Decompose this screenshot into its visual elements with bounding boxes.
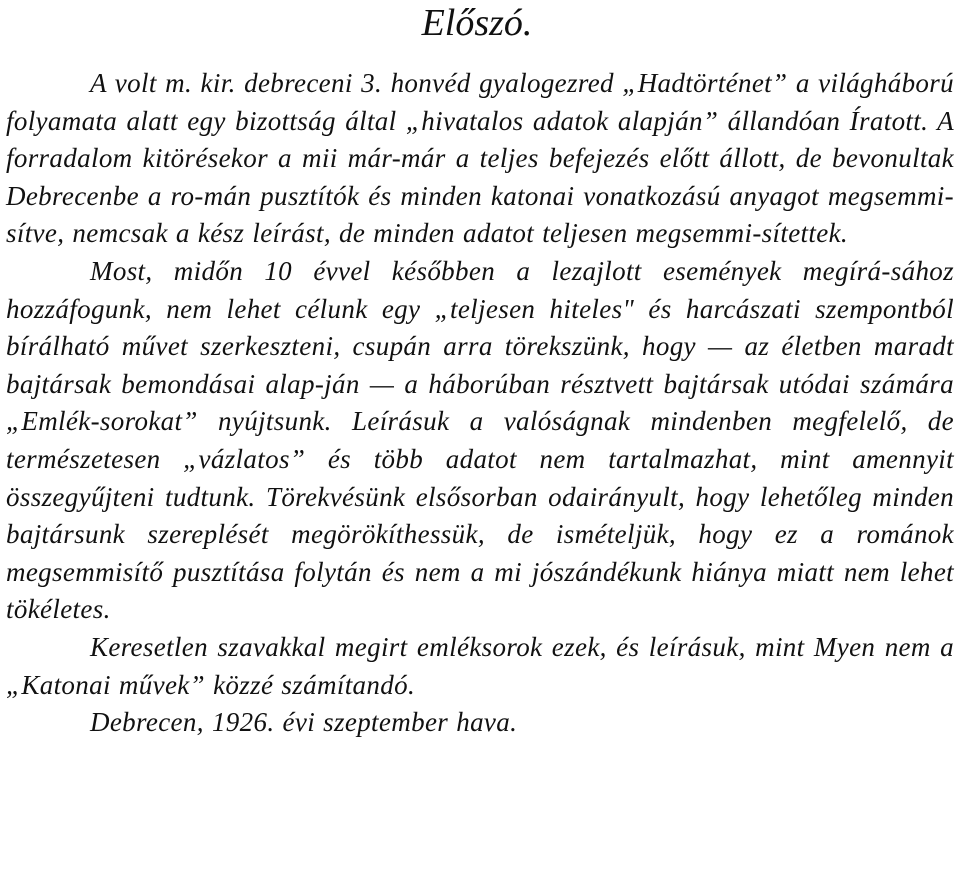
date-signature: Debrecen, 1926. évi szeptember hava. <box>90 707 518 738</box>
document-title: Előszó. <box>421 2 533 44</box>
paragraph-3: Keresetlen szavakkal megirt emléksorok ezek, és leírásuk, mint Myen nem a „Katonai művek” közzé számítandó. <box>6 631 954 700</box>
document-page <box>6 0 954 742</box>
paragraph-2: Most, midőn 10 évvel későbben a lezajlott események megírá-sához hozzáfogunk, nem lehet célunk egy „teljesen hiteles" és harcászati szempontból bírálható művet szerkeszteni, csupán arra törekszünk, hogy — az életben maradt bajtársak bemondásai alap-ján — a háborúban résztvett bajtársak utódai számára „Emlék-sorokat” nyújtsunk. Leírásuk a valóságnak mindenben megfelelő, de természetesen „vázlatos” és több adatot nem tartalmazhat, mint amennyit összegyűjteni tudtunk. Törekvésünk elsősorban odairányult, hogy lehetőleg minden bajtársunk szereplését megörökíthessük, de ismételjük, hogy ez a románok megsemmisítő pusztítása folytán és nem a mi jószándékunk hiánya miatt nem lehet tökéletes. <box>6 255 954 625</box>
paragraph-1: A volt m. kir. debreceni 3. honvéd gyalogezred „Hadtörténet” a világháború folyamata alatt egy bizottság által „hivatalos adatok alapján” állandóan Íratott. A forradalom kitörésekor a mii már-már a teljes befejezés előtt állott, de bevonultak Debrecenbe a ro-mán pusztítók és minden katonai vonatkozású anyagot megsemmi-sítve, nemcsak a kész leírást, de minden adatot teljesen megsemmi-sítettek. <box>6 68 954 249</box>
